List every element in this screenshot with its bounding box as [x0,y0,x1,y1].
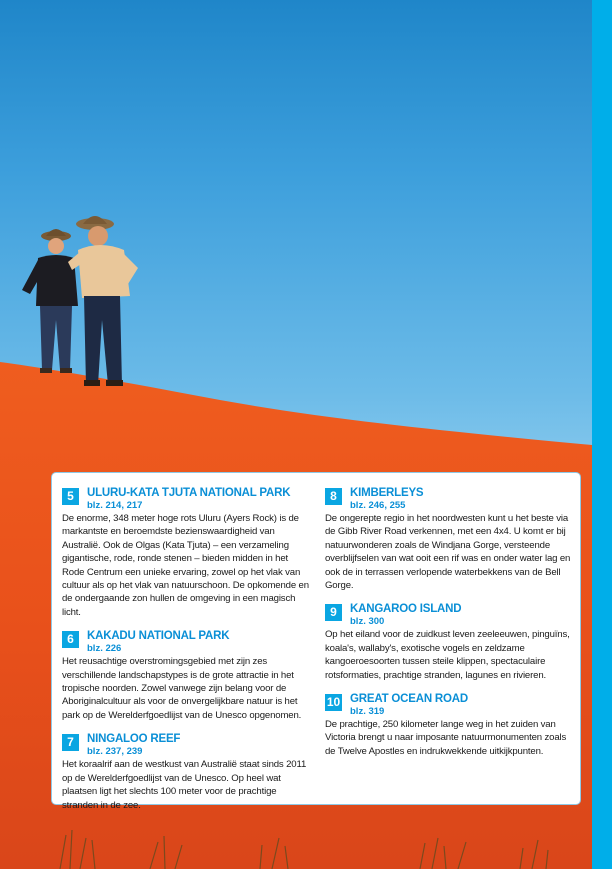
list-item [325,692,572,758]
entry-title: NINGALOO REEF [87,733,181,746]
page-reference: blz. 300 [350,616,385,628]
number-badge: 10 [326,695,341,710]
entry-title: KIMBERLEYS [350,487,424,499]
entry-text: De enorme, 348 meter hoge rots Uluru (Ayers Rock) is de markantste en beroemdste bezienswaardigheid van Australië. Ook de Olgas (Kata Tjuta) – een verzameling gigantische, rode, ronde stenen – bieden midden in het Rode Centrum een unieke ervaring, zowel op het vlak van cultuur als op het vlak van natuurschoon. De opkomende en de ondergaande zon hullen de omgeving in een magisch licht. [62,513,309,618]
woman-figure [22,229,78,373]
list-item [62,629,309,722]
entry-header [325,692,572,718]
number-badge: 7 [62,734,79,751]
number-badge: 6 [62,631,79,648]
list-item [325,486,572,592]
page-reference: blz. 226 [87,643,122,655]
number-badge: 9 [325,604,342,621]
page-reference: blz. 214, 217 [87,500,143,511]
entry-title: KAKADU NATIONAL PARK [87,630,230,643]
entry-text: De ongerepte regio in het noordwesten kunt u het beste via de Gibb River Road verkennen, met een 4x4. U komt er bij natuurwonderen zoals de Windjana Gorge, versteende overblijfselen van wat ooit een rif was en onder water lag en ook de in terrassen verlopende waterbekkens van de Bell Gorge. [325,513,571,592]
page-reference: blz. 319 [350,706,385,718]
entry-header [325,602,572,628]
entry-title: ULURU-KATA TJUTA NATIONAL PARK [87,487,291,499]
list-item [62,486,309,619]
entry-text: Op het eiland voor de zuidkust leven zeeleeuwen, pinguïns, koala's, wallaby's, exotische vogels en zeldzame kangoeroesoorten tussen steile klippen, spectaculaire rotsformaties, prachtige stranden, lagunes en rivieren. [325,629,570,681]
number-badge: 5 [62,488,79,505]
page-edge-bar [592,0,612,869]
right-column [325,486,572,768]
page-reference: blz. 237, 239 [87,746,143,758]
entry-text: Het reusachtige overstromingsgebied met zijn zes verschillende landschapstypes is de grote attractie in het tropische noorden. Zowel vanwege zijn belang voor de Aboriginalcultuur als voor de onvergelijkbare natuur is het park op de Werelderfgoedlijst van de Unesco opgenomen. [62,656,302,721]
man-figure [68,216,138,386]
entry-text: Het koraalrif aan de westkust van Australië staat sinds 2011 op de Werelderfgoedlijst van de Unesco. Op heel wat plaatsen ligt het slechts 100 meter voor de prachtige stranden in de zee. [62,759,307,811]
entry-title: KANGAROO ISLAND [350,603,462,616]
number-badge: 8 [325,488,342,505]
entry-text: De prachtige, 250 kilometer lange weg in het zuiden van Victoria brengt u naar imposante natuurmonumenten zoals de Twelve Apostles en indrukwekkende uitkijkpunten. [325,719,567,757]
entry-title: GREAT OCEAN ROAD [350,693,468,706]
entry-header [62,732,309,758]
highlights-card [51,472,581,811]
left-column [62,486,309,822]
entry-header [62,629,309,655]
entry-header [325,486,572,512]
list-item [62,732,309,812]
list-item [325,602,572,682]
page-reference: blz. 246, 255 [350,500,406,511]
entry-header [62,486,309,512]
